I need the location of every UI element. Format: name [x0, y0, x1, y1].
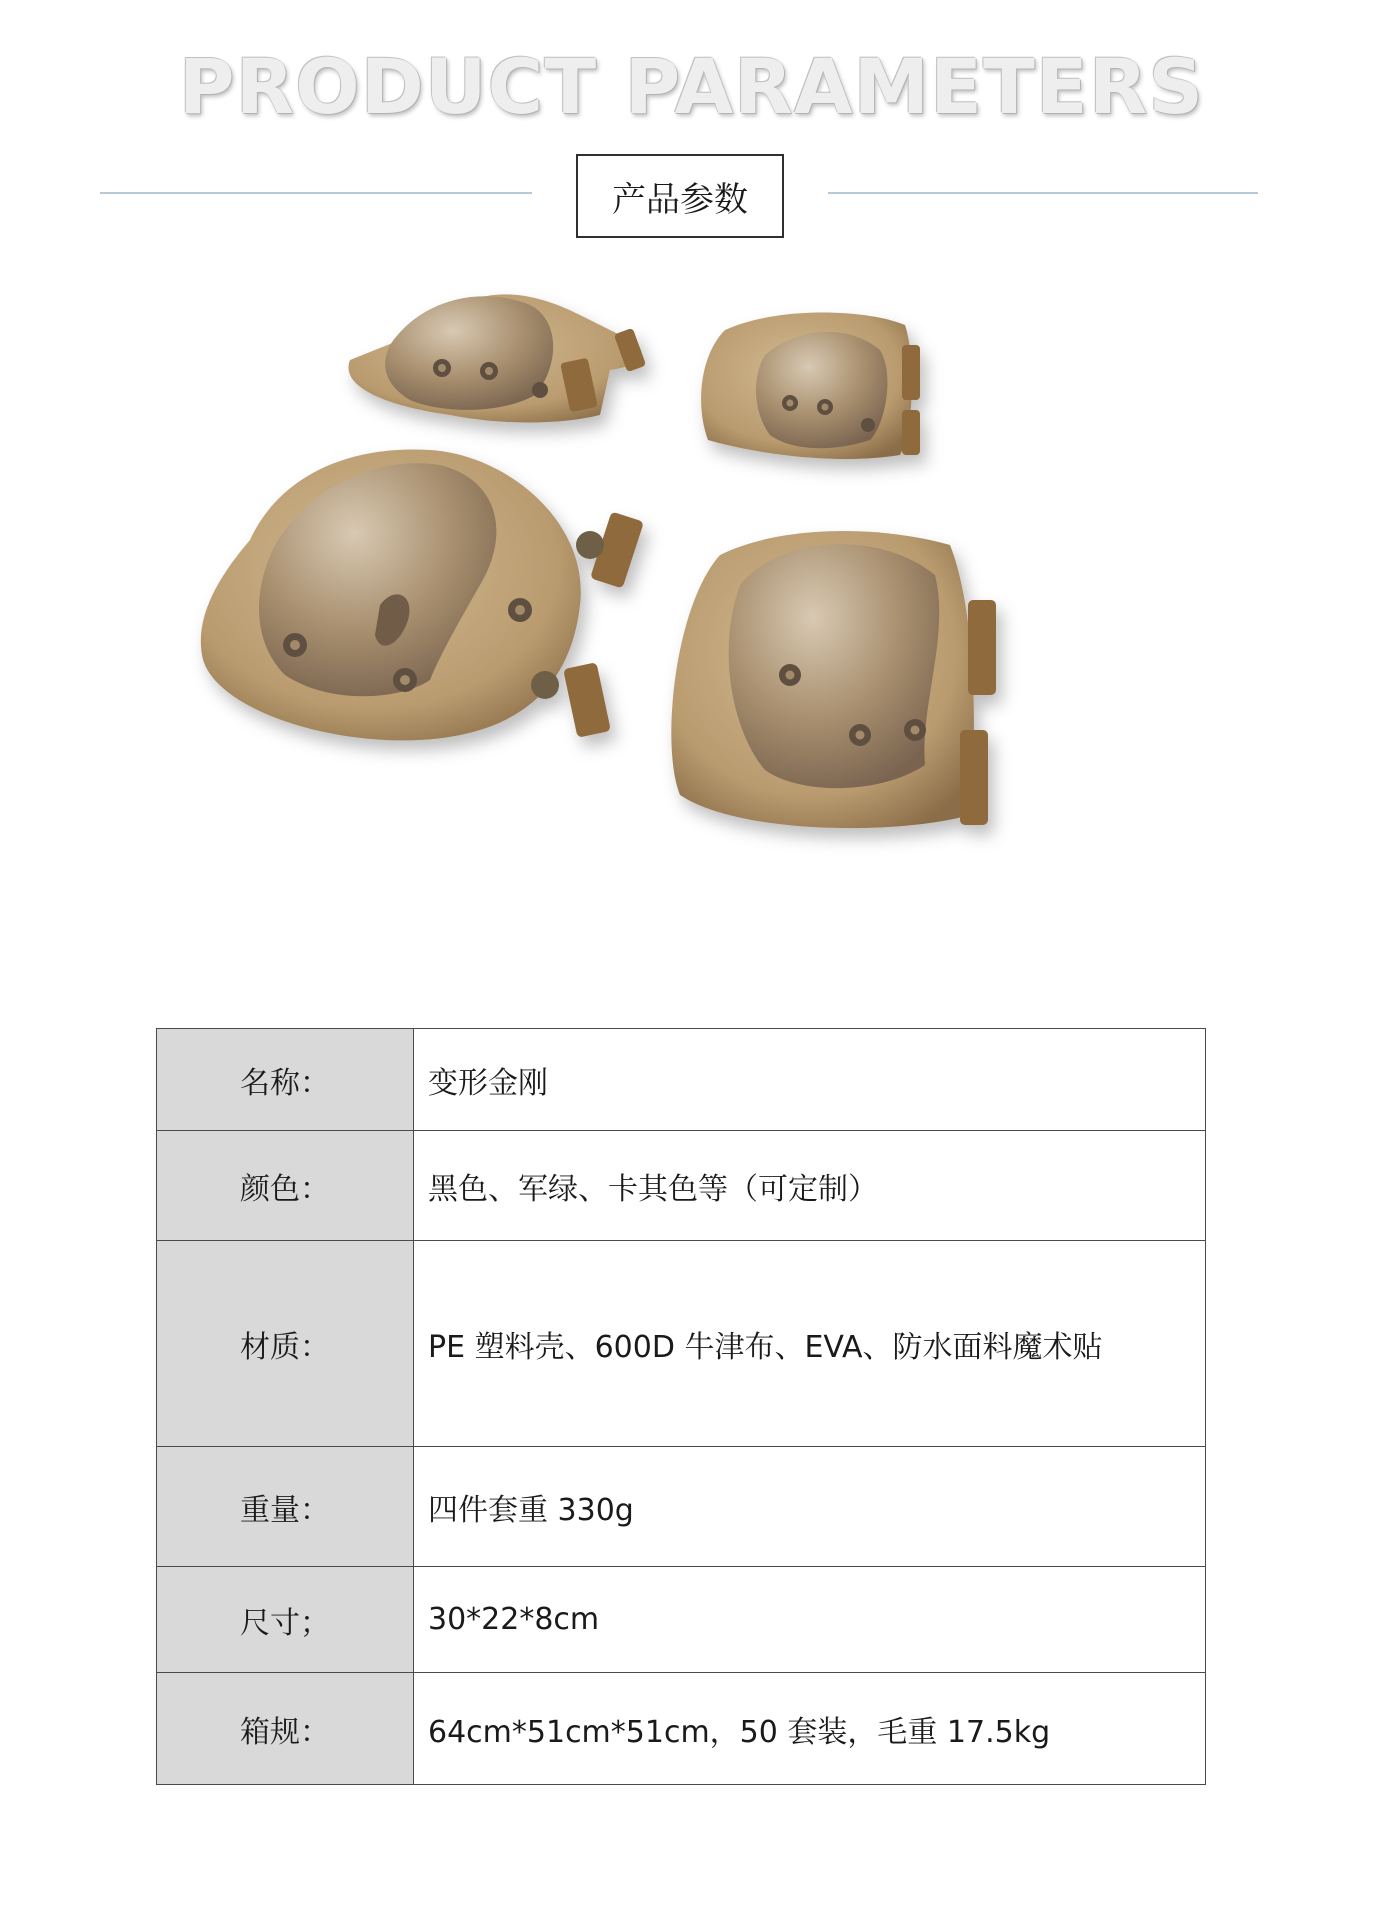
- row-label-weight: 重量：: [157, 1447, 414, 1567]
- elbow-pad-top-left: [348, 294, 646, 422]
- divider-left: [100, 192, 532, 194]
- row-value-color: 黑色、军绿、卡其色等（可定制）: [414, 1131, 1206, 1241]
- row-label-size: 尺寸；: [157, 1567, 414, 1673]
- row-label-name: 名称：: [157, 1029, 414, 1131]
- row-label-color: 颜色：: [157, 1131, 414, 1241]
- divider-right: [828, 192, 1258, 194]
- knee-pad-bottom-right: [671, 531, 996, 828]
- row-value-size: 30*22*8cm: [414, 1567, 1206, 1673]
- page-title: PRODUCT PARAMETERS: [178, 42, 1205, 131]
- table-row: [157, 1241, 1206, 1447]
- row-value-carton: 64cm*51cm*51cm，50 套装，毛重 17.5kg: [414, 1673, 1206, 1785]
- table-row: [157, 1029, 1206, 1131]
- knee-pad-bottom-left: [201, 449, 644, 740]
- elbow-pad-top-right: [701, 313, 920, 460]
- row-label-carton: 箱规：: [157, 1673, 414, 1785]
- spec-table: [156, 1028, 1206, 1785]
- row-value-material: PE 塑料壳、600D 牛津布、EVA、防水面料魔术贴: [414, 1241, 1206, 1447]
- knee-elbow-pads-photo: [180, 275, 1140, 1020]
- row-value-weight: 四件套重 330g: [414, 1447, 1206, 1567]
- table-row: [157, 1447, 1206, 1567]
- table-row: [157, 1567, 1206, 1673]
- table-row: [157, 1131, 1206, 1241]
- row-value-name: 变形金刚: [414, 1029, 1206, 1131]
- table-row: [157, 1673, 1206, 1785]
- row-label-material: 材质：: [157, 1241, 414, 1447]
- subtitle-box: 产品参数: [576, 154, 784, 238]
